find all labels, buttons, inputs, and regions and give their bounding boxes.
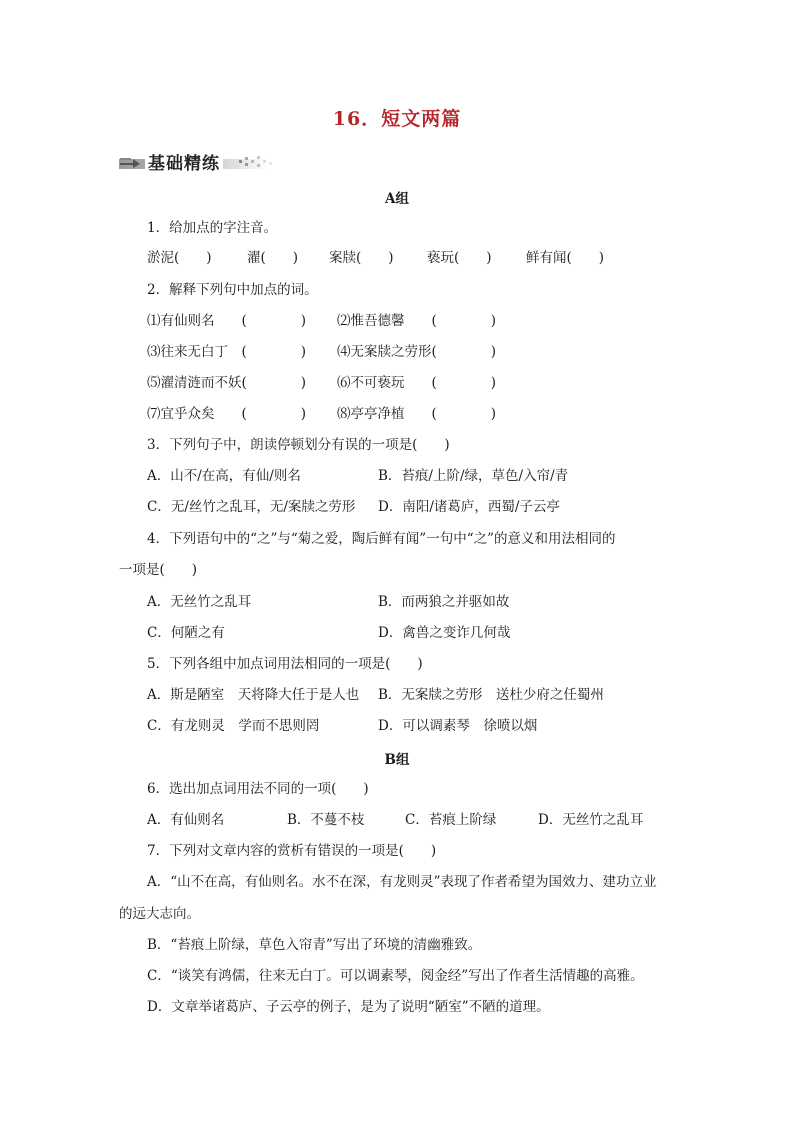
q2-item: ⑵惟吾德馨 ( ) [337, 313, 497, 329]
q3-option-a: A．山不/在高，有仙/则名 [147, 468, 301, 484]
q5-option-a: A．斯是陋室 天将降大任于是人也 [147, 687, 360, 703]
q6-option-a: A．有仙则名 [147, 812, 225, 828]
q1-item: 亵玩( ) [427, 250, 492, 266]
q6-option-c: C．苔痕上阶绿 [405, 812, 497, 828]
q3-option-b: B．苔痕/上阶/绿，草色/入帘/青 [378, 468, 569, 484]
q1-stem: 1．给加点的字注音。 [147, 220, 278, 236]
q5-option-d: D．可以调素琴 徐喷以烟 [378, 718, 538, 734]
q2-item: ⑻亭亭净植 ( ) [337, 406, 497, 422]
q7-option-c: C．“谈笑有鸿儒，往来无白丁。可以调素琴，阅金经”写出了作者生活情趣的高雅。 [147, 968, 644, 984]
q2-item: ⑸濯清涟而不妖( ) [147, 375, 307, 391]
q5-stem: 5．下列各组中加点词用法相同的一项是( ) [147, 656, 423, 672]
section-banner-label: 基础精练 [145, 149, 223, 174]
q5-option-b: B．无案牍之劳形 送杜少府之任蜀州 [378, 687, 604, 703]
q6-option-b: B．不蔓不枝 [287, 812, 365, 828]
q4-stem-continued: 一项是( ) [119, 562, 198, 578]
q7-option-b: B．“苔痕上阶绿，草色入帘青”写出了环境的清幽雅致。 [147, 937, 482, 953]
q7-option-a-continued: 的远大志向。 [119, 906, 200, 922]
section-banner [119, 150, 269, 172]
q7-option-a: A．“山不在高，有仙则名。水不在深，有龙则灵”表现了作者希望为国效力、建功立业 [147, 874, 657, 890]
q5-option-c: C．有龙则灵 学而不思则罔 [147, 718, 320, 734]
q2-item: ⑷无案牍之劳形( ) [337, 344, 497, 360]
arrow-icon [119, 154, 141, 168]
q4-option-b: B．而两狼之并驱如故 [378, 594, 510, 610]
q3-option-c: C．无/丝竹之乱耳，无/案牍之劳形 [147, 499, 356, 515]
q1-item: 鲜有闻( ) [526, 250, 605, 266]
q6-stem: 6．选出加点词用法不同的一项( ) [147, 781, 369, 797]
q7-stem: 7．下列对文章内容的赏析有错误的一项是( ) [147, 843, 437, 859]
q1-item: 淤泥( ) [147, 250, 212, 266]
group-a-heading: A组 [385, 191, 409, 207]
q4-option-c: C．何陋之有 [147, 625, 225, 641]
q2-item: ⑹不可亵玩 ( ) [337, 375, 497, 391]
q6-option-d: D．无丝竹之乱耳 [538, 812, 644, 828]
q4-option-d: D．禽兽之变诈几何哉 [378, 625, 511, 641]
q1-item: 濯( ) [247, 250, 299, 266]
q7-option-d: D．文章举诸葛庐、子云亭的例子，是为了说明“陋室”不陋的道理。 [147, 999, 550, 1015]
q3-stem: 3．下列句子中，朗读停顿划分有误的一项是( ) [147, 437, 450, 453]
q2-item: ⑴有仙则名 ( ) [147, 313, 307, 329]
q1-item: 案牍( ) [329, 250, 394, 266]
q2-item: ⑺宜乎众矣 ( ) [147, 406, 307, 422]
q4-option-a: A．无丝竹之乱耳 [147, 594, 252, 610]
page-title: 16．短文两篇 [332, 108, 462, 130]
q4-stem: 4．下列语句中的“之”与“菊之爱，陶后鲜有闻”一句中“之”的意义和用法相同的 [147, 531, 616, 547]
q3-option-d: D．南阳/诸葛庐，西蜀/子云亭 [378, 499, 560, 515]
q2-item: ⑶往来无白丁 ( ) [147, 344, 307, 360]
group-b-heading: B组 [384, 752, 410, 768]
pixel-dots-decoration [237, 152, 277, 170]
q2-stem: 2．解释下列句中加点的词。 [147, 282, 318, 298]
